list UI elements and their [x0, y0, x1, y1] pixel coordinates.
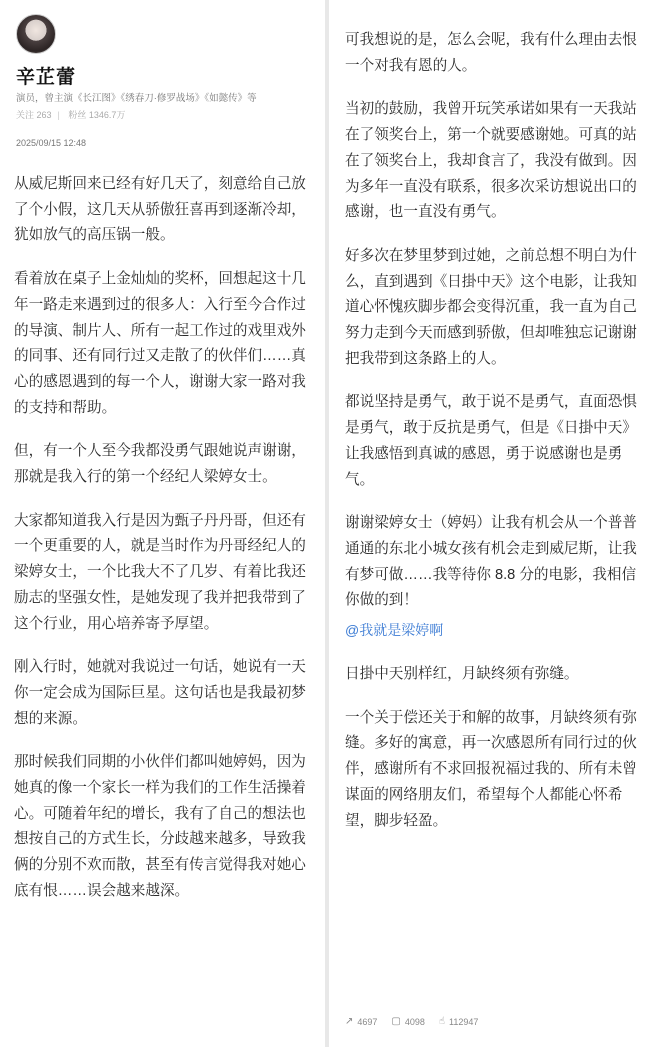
- action-bar: [345, 1016, 478, 1027]
- paragraph: 日掛中天别样红，月缺终须有弥缝。: [345, 666, 579, 683]
- paragraph: 当初的鼓励，我曾开玩笑承诺如果有一天我站在了领奖台上，第一个就要感谢她。可真的站在了领奖台上，我却食言了，我没有做到。因为多年一直没有联系，很多次采访想说出口的感谢，也一直没有勇气。: [345, 101, 637, 221]
- followers-count[interactable]: 粉丝 1346.7万: [68, 110, 126, 120]
- post-body-right: [345, 28, 646, 834]
- paragraph: 一个关于偿还关于和解的故事，月缺终须有弥缝。多好的寓意，再一次感恩所有同行过的伙伴，感谢所有不求回报祝福过我的、所有未曾谋面的网络朋友们，希望每个人都能心怀希望，脚步轻盈。: [345, 709, 637, 829]
- avatar[interactable]: [16, 14, 56, 54]
- profile-header: [14, 12, 311, 152]
- comment-icon: ▢: [391, 1016, 401, 1027]
- share-icon: ↗: [345, 1016, 354, 1027]
- paragraph: 都说坚持是勇气，敢于说不是勇气，直面恐惧是勇气，敢于反抗是勇气，但是《日掛中天》让我感悟到真诚的感恩，勇于说感谢也是勇气。: [345, 394, 637, 488]
- share-button[interactable]: [345, 1016, 377, 1027]
- comment-count: 4098: [404, 1016, 425, 1027]
- like-count: 112947: [449, 1016, 479, 1027]
- paragraph: 那时候我们同期的小伙伴们都叫她婷妈，因为她真的像一个家长一样为我们的工作生活操着心。可随着年纪的增长，我有了自己的想法也想按自己的方式生长，分歧越来越多，导致我俩的分别不欢而散，甚至有传言觉得我对她心底有恨……误会越来越深。: [14, 754, 306, 899]
- paragraph: 刚入行时，她就对我说过一句话，她说有一天你一定会成为国际巨星。这句话也是我最初梦想的来源。: [14, 659, 306, 727]
- post-right-column: [329, 0, 660, 1047]
- paragraph: 好多次在梦里梦到过她，之前总想不明白为什么，直到遇到《日掛中天》这个电影，让我知道心怀愧疚脚步都会变得沉重，我一直为自己努力走到今天而感到骄傲，但却唯独忘记谢谢把我带到这条路上的人。: [345, 247, 637, 367]
- paragraph: 但，有一个人至今我都没勇气跟她说声谢谢，那就是我入行的第一个经纪人梁婷女士。: [14, 443, 306, 486]
- thumbs-up-icon: ☝: [438, 1016, 445, 1027]
- post-timestamp: 2025/09/15 12:48: [16, 138, 87, 148]
- post-body-left: [14, 172, 311, 905]
- paragraph: 看着放在桌子上金灿灿的奖杯，回想起这十几年一路走来遇到过的很多人：入行至今合作过的导演、制片人、所有一起工作过的戏里戏外的同事、还有同行过又走散了的伙伴们……真心的感恩遇到的每一个人，谢谢大家一路对我的支持和帮助。: [14, 271, 306, 416]
- paragraph: 从威尼斯回来已经有好几天了，刻意给自己放了个小假，这几天从骄傲狂喜再到逐渐冷却，犹如放气的高压锅一般。: [14, 176, 306, 244]
- mention-link[interactable]: @我就是梁婷啊: [345, 622, 444, 639]
- following-count[interactable]: 关注 263: [16, 110, 52, 120]
- like-button[interactable]: [439, 1016, 478, 1027]
- comment-button[interactable]: [391, 1016, 424, 1027]
- paragraph: 可我想说的是，怎么会呢，我有什么理由去恨一个对我有恩的人。: [345, 32, 637, 74]
- paragraph: 大家都知道我入行是因为甄子丹丹哥，但还有一个更重要的人，就是当时作为丹哥经纪人的梁婷女士，一个比我大不了几岁、有着比我还励志的坚强女性，是她发现了我并把我带到了这个行业，用心培养寄予厚望。: [14, 512, 306, 632]
- profile-bio: 演员，曾主演《长江图》《绣春刀·修罗战场》《如懿传》等: [16, 93, 257, 104]
- share-count: 4697: [357, 1016, 378, 1027]
- profile-name[interactable]: 辛芷蕾: [16, 67, 77, 88]
- profile-stats: 关注 263 | 粉丝 1346.7万: [16, 110, 126, 120]
- post-left-column: [0, 0, 325, 1047]
- paragraph: 谢谢梁婷女士（婷妈）让我有机会从一个普普通通的东北小城女孩有机会走到威尼斯，让我有梦可做……我等待你 8.8 分的电影，我相信你做的到！: [345, 515, 637, 609]
